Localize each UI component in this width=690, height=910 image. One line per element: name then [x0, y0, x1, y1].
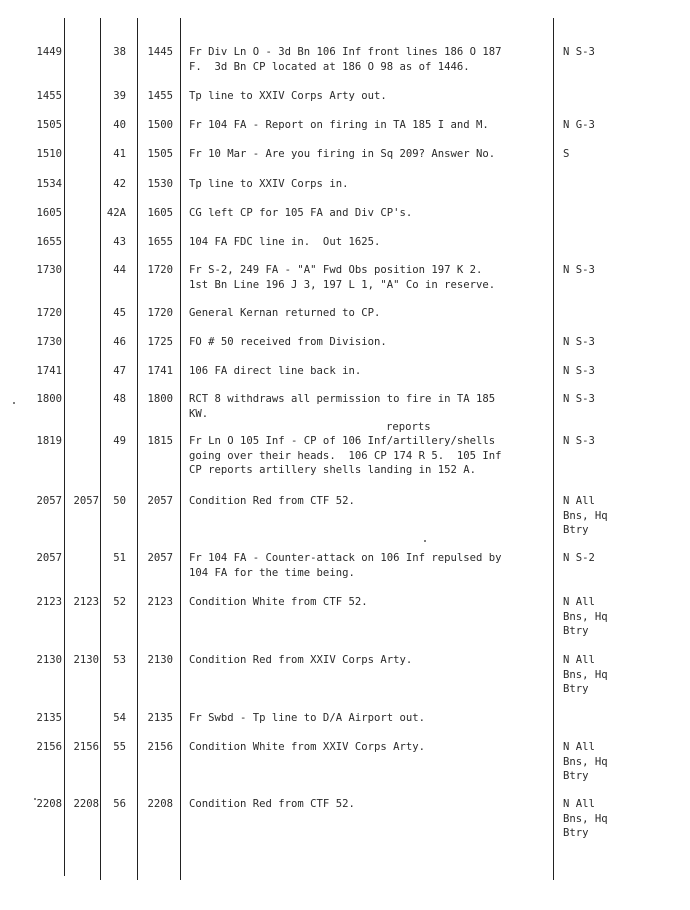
serial-number: 48 [113, 393, 126, 405]
serial-number: 51 [113, 552, 126, 564]
action-taken: N S-3 [563, 264, 595, 276]
serial-number: 54 [113, 712, 126, 724]
serial-number: 41 [113, 148, 126, 160]
time-of-origin: 1725 [147, 336, 173, 348]
action-taken: N All Bns, Hq Btry [563, 596, 608, 638]
message-text: Condition Red from CTF 52. [189, 798, 355, 810]
paper-speck [424, 540, 426, 542]
time-of-origin: 2123 [147, 596, 173, 608]
message-text: Tp line to XXIV Corps in. [189, 178, 349, 190]
time-of-origin: 2057 [147, 552, 173, 564]
time-of-origin: 1505 [147, 148, 173, 160]
serial-number: 44 [113, 264, 126, 276]
message-text: Condition White from CTF 52. [189, 596, 368, 608]
time-of-origin: 2208 [147, 798, 173, 810]
action-taken: N S-3 [563, 46, 595, 58]
message-text: Condition White from XXIV Corps Arty. [189, 741, 425, 753]
action-taken: N All Bns, Hq Btry [563, 654, 608, 696]
time-of-origin: 1741 [147, 365, 173, 377]
message-text: Tp line to XXIV Corps Arty out. [189, 90, 387, 102]
action-taken: S [563, 148, 570, 160]
time-of-origin: 1720 [147, 264, 173, 276]
message-text: RCT 8 withdraws all permission to fire in TA 185 KW. [189, 393, 496, 420]
time-of-origin: 1455 [147, 90, 173, 102]
time-in: 1720 [36, 307, 62, 319]
time-of-origin: 1720 [147, 307, 173, 319]
action-taken: N All Bns, Hq Btry [563, 798, 608, 840]
time-in: 2057 [36, 552, 62, 564]
serial-number: 43 [113, 236, 126, 248]
time-of-origin: 1655 [147, 236, 173, 248]
time-in: 1741 [36, 365, 62, 377]
message-text: General Kernan returned to CP. [189, 307, 381, 319]
serial-number: 38 [113, 46, 126, 58]
time-in: 1730 [36, 336, 62, 348]
time-of-origin: 1445 [147, 46, 173, 58]
serial-number: 55 [113, 741, 126, 753]
time-in: 1505 [36, 119, 62, 131]
column-rule [137, 18, 138, 880]
time-of-origin: 1815 [147, 435, 173, 447]
paper-speck [13, 402, 15, 404]
time-of-origin: 2135 [147, 712, 173, 724]
action-taken: N All Bns, Hq Btry [563, 741, 608, 783]
message-text: Condition Red from CTF 52. [189, 495, 355, 507]
message-text: Fr Swbd - Tp line to D/A Airport out. [189, 712, 425, 724]
time-out: 2208 [73, 798, 99, 810]
column-rule [180, 18, 181, 880]
serial-number: 47 [113, 365, 126, 377]
time-of-origin: 1500 [147, 119, 173, 131]
time-in: 1819 [36, 435, 62, 447]
action-taken: N S-3 [563, 365, 595, 377]
time-in: 2135 [36, 712, 62, 724]
message-text: Fr S-2, 249 FA - "A" Fwd Obs position 197 K 2. 1st Bn Line 196 J 3, 197 L 1, "A" Co in reserve. [189, 264, 496, 291]
time-of-origin: 1605 [147, 207, 173, 219]
time-in: 2057 [36, 495, 62, 507]
time-out: 2156 [73, 741, 99, 753]
serial-number: 56 [113, 798, 126, 810]
serial-number: 46 [113, 336, 126, 348]
message-text: Fr Ln O 105 Inf - CP of 106 Inf/artillery/shells going over their heads. 106 CP 174 R 5. 105 Inf CP reports artillery shells landing in 152 A. [189, 435, 502, 477]
action-taken: N S-3 [563, 336, 595, 348]
interlinear-insertion: reports [386, 421, 431, 433]
time-of-origin: 1800 [147, 393, 173, 405]
message-text: 104 FA FDC line in. Out 1625. [189, 236, 381, 248]
message-text: Fr 104 FA - Report on firing in TA 185 I and M. [189, 119, 489, 131]
message-text: CG left CP for 105 FA and Div CP's. [189, 207, 413, 219]
time-in: 1534 [36, 178, 62, 190]
serial-number: 39 [113, 90, 126, 102]
time-in: 1449 [36, 46, 62, 58]
time-in: 1655 [36, 236, 62, 248]
time-in: 2130 [36, 654, 62, 666]
message-text: Fr Div Ln O - 3d Bn 106 Inf front lines 186 O 187 F. 3d Bn CP located at 186 O 98 as of 1446. [189, 46, 502, 73]
message-text: Fr 10 Mar - Are you firing in Sq 209? Answer No. [189, 148, 496, 160]
message-text: FO # 50 received from Division. [189, 336, 387, 348]
time-out: 2057 [73, 495, 99, 507]
time-in: 2208 [36, 798, 62, 810]
time-in: 1605 [36, 207, 62, 219]
time-in: 2123 [36, 596, 62, 608]
column-rule [64, 18, 65, 876]
time-of-origin: 2057 [147, 495, 173, 507]
action-taken: N S-3 [563, 435, 595, 447]
serial-number: 53 [113, 654, 126, 666]
serial-number: 50 [113, 495, 126, 507]
serial-number: 45 [113, 307, 126, 319]
message-text: 106 FA direct line back in. [189, 365, 362, 377]
column-rule [553, 18, 554, 880]
action-taken: N S-3 [563, 393, 595, 405]
time-out: 2123 [73, 596, 99, 608]
time-in: 2156 [36, 741, 62, 753]
action-taken: N S-2 [563, 552, 595, 564]
action-taken: N G-3 [563, 119, 595, 131]
serial-number: 40 [113, 119, 126, 131]
time-out: 2130 [73, 654, 99, 666]
message-text: Fr 104 FA - Counter-attack on 106 Inf repulsed by 104 FA for the time being. [189, 552, 502, 579]
message-text: Condition Red from XXIV Corps Arty. [189, 654, 413, 666]
serial-number: 52 [113, 596, 126, 608]
time-of-origin: 2130 [147, 654, 173, 666]
column-rule [100, 18, 101, 880]
time-in: 1510 [36, 148, 62, 160]
serial-number: 42 [113, 178, 126, 190]
time-in: 1455 [36, 90, 62, 102]
time-in: 1730 [36, 264, 62, 276]
action-taken: N All Bns, Hq Btry [563, 495, 608, 537]
time-in: 1800 [36, 393, 62, 405]
time-of-origin: 2156 [147, 741, 173, 753]
time-of-origin: 1530 [147, 178, 173, 190]
serial-number: 42A [106, 207, 126, 219]
serial-number: 49 [113, 435, 126, 447]
